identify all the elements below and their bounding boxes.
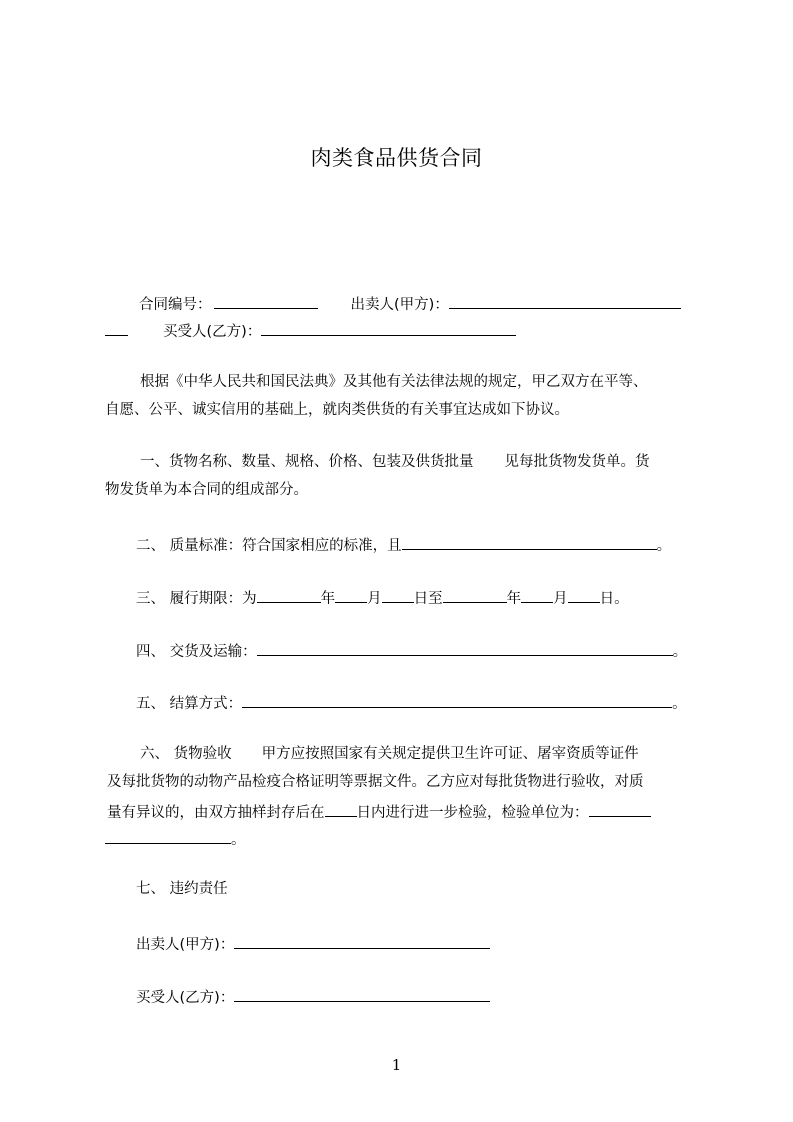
clause-1-title: 一、货物名称、数量、规格、价格、包装及供货批量: [140, 454, 474, 470]
clause-6-text-a: 量有异议的，由双方抽样封存后在: [107, 805, 325, 821]
document-title: 肉类食品供货合同: [310, 146, 483, 170]
clause-6-text: 甲方应按照国家有关规定提供卫生许可证、屠宰资质等证件: [261, 746, 639, 762]
clause-6-line-2: 及每批货物的动物产品检疫合格证明等票据文件。乙方应对每批货物进行验收，对质: [107, 774, 644, 790]
signature-seller-label: 出卖人(甲方)：: [136, 937, 235, 953]
clause-3-label: 三、 履行期限：为: [136, 591, 257, 607]
start-month-field[interactable]: [335, 586, 367, 603]
end-month-field[interactable]: [521, 586, 553, 603]
seller-field[interactable]: [449, 292, 681, 309]
delivery-transport-field[interactable]: [257, 639, 673, 656]
contract-no-label: 合同编号：: [139, 297, 212, 313]
signature-seller: [136, 932, 490, 955]
settlement-method-field[interactable]: [242, 691, 672, 708]
signature-buyer-label: 买受人(乙方)：: [136, 990, 235, 1006]
day-end-label: 日。: [599, 591, 629, 607]
clause-7: 七、 违约责任: [136, 881, 228, 897]
seller-label: 出卖人(甲方)：: [350, 297, 449, 313]
end-day-field[interactable]: [568, 586, 600, 603]
header-line-1: [139, 292, 681, 315]
signature-buyer-field[interactable]: [234, 985, 490, 1002]
clause-2: [136, 533, 671, 556]
clause-5: [136, 691, 687, 714]
start-year-field[interactable]: [257, 586, 321, 603]
month-label: 月: [367, 591, 382, 607]
buyer-label: 买受人(乙方)：: [163, 324, 262, 340]
period: 。: [672, 696, 687, 712]
year-label: 年: [320, 591, 336, 607]
clause-6-text-b: 日内进行进一步检验，检验单位为：: [356, 805, 589, 821]
clause-5-label: 五、 结算方式：: [136, 696, 243, 712]
contract-no-field[interactable]: [214, 292, 318, 309]
clause-4-label: 四、 交货及运输：: [136, 644, 257, 660]
end-year-field[interactable]: [443, 586, 507, 603]
clause-1-line-2: 物发货单为本合同的组成部分。: [105, 482, 308, 498]
seller-field-continued[interactable]: [105, 319, 128, 336]
period: 。: [672, 644, 688, 660]
clause-3: [136, 586, 629, 609]
day-to-label: 日至: [413, 591, 443, 607]
inspection-unit-field[interactable]: [589, 800, 651, 817]
inspection-unit-field-continued[interactable]: [105, 827, 231, 844]
signature-seller-field[interactable]: [234, 932, 490, 949]
clause-6-line-1: [140, 744, 639, 764]
year-label: 年: [506, 591, 522, 607]
clause-1-text: 见每批货物发货单。货: [504, 454, 650, 470]
page-number: 1: [391, 1056, 402, 1074]
clause-6-line-3: [107, 800, 651, 823]
quality-standard-field[interactable]: [402, 533, 657, 550]
intro-line-1: 根据《中华人民共和国民法典》及其他有关法律法规的规定，甲乙双方在平等、: [140, 374, 648, 390]
clause-2-label: 二、 质量标准：符合国家相应的标准，且: [136, 538, 402, 554]
start-day-field[interactable]: [382, 586, 414, 603]
clause-6-line-4: [105, 827, 246, 850]
intro-line-2: 自愿、公平、诚实信用的基础上，就肉类供货的有关事宜达成如下协议。: [105, 402, 569, 418]
period: 。: [231, 832, 246, 848]
period: 。: [656, 538, 672, 554]
header-line-2: [105, 319, 516, 342]
month-label: 月: [553, 591, 568, 607]
inspection-days-field[interactable]: [325, 800, 357, 817]
clause-4: [136, 639, 687, 662]
clause-1-line-1: [140, 452, 650, 472]
buyer-field[interactable]: [261, 319, 516, 336]
clause-6-title: 六、 货物验收: [140, 746, 232, 762]
signature-buyer: [136, 985, 490, 1008]
